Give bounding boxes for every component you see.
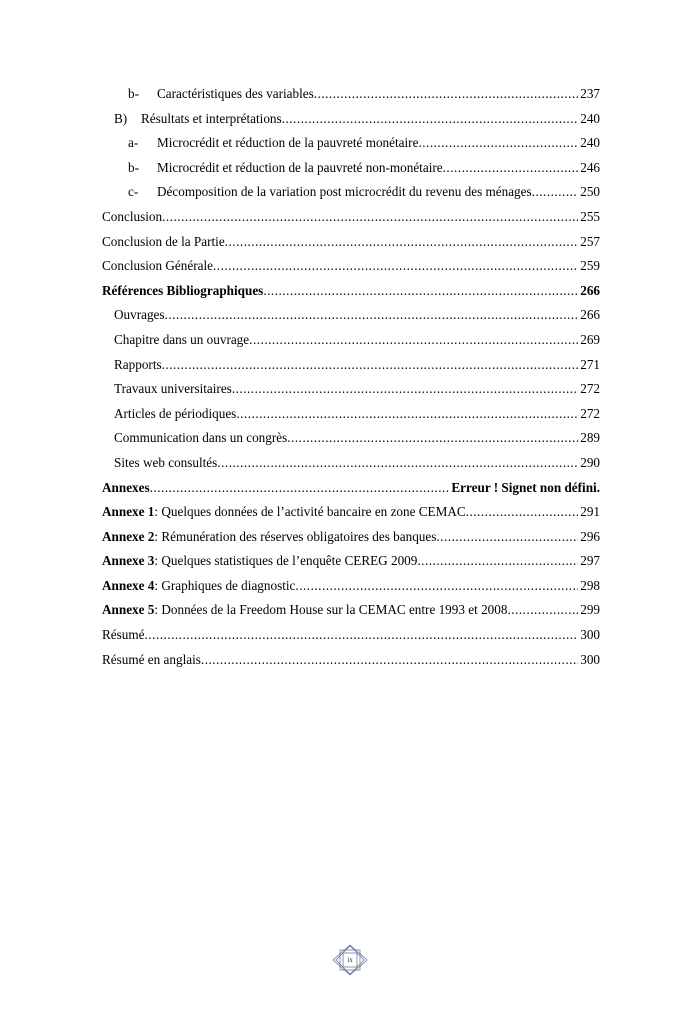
- toc-entry-label: : Rémunération des réserves obligatoires des banques: [154, 528, 437, 544]
- toc-entry[interactable]: [102, 303, 600, 328]
- dot-leader: [232, 377, 578, 402]
- toc-entry[interactable]: [102, 254, 600, 279]
- dot-leader: [287, 426, 578, 451]
- toc-entry-label: Résumé: [102, 627, 145, 643]
- toc-entry[interactable]: [102, 598, 600, 623]
- toc-entry-label: Conclusion: [102, 208, 163, 224]
- toc-entry-label: : Données de la Freedom House sur la CEMAC entre 1993 et 2008: [154, 602, 508, 618]
- toc-entry-label: Chapitre dans un ouvrage: [114, 331, 250, 347]
- toc-entry-label: Articles de périodiques: [114, 405, 237, 421]
- toc-entry-page: 259: [580, 258, 600, 274]
- toc-entry-page: 298: [580, 577, 600, 593]
- dot-leader: [236, 402, 578, 427]
- toc-entry-page: 299: [580, 602, 600, 618]
- toc-entry-label: Conclusion de la Partie: [102, 233, 225, 249]
- dot-leader: [225, 230, 579, 255]
- toc-entry-label: Ouvrages: [114, 307, 165, 323]
- toc-entry[interactable]: [102, 205, 600, 230]
- dot-leader: [295, 574, 578, 599]
- toc-entry-label: Sites web consultés: [114, 454, 218, 470]
- table-of-contents: [102, 82, 600, 672]
- dot-leader: [436, 525, 578, 550]
- toc-entry-prefix: Annexe 4: [102, 577, 155, 593]
- toc-entry-label: Annexes: [102, 479, 150, 495]
- toc-entry[interactable]: [102, 328, 600, 353]
- toc-entry-label: Microcrédit et réduction de la pauvreté monétaire: [157, 135, 419, 151]
- toc-entry-label: Travaux universitaires: [114, 381, 232, 397]
- toc-entry-page: 269: [580, 331, 600, 347]
- toc-entry[interactable]: [102, 426, 600, 451]
- dot-leader: [165, 303, 579, 328]
- toc-entry-page: 291: [580, 504, 600, 520]
- dot-leader: [417, 549, 578, 574]
- dot-leader: [162, 205, 578, 230]
- toc-entry-prefix: Annexe 2: [102, 528, 155, 544]
- toc-entry[interactable]: [102, 402, 600, 427]
- toc-entry-page: 300: [580, 651, 600, 667]
- toc-entry-label: Références Bibliographiques: [102, 282, 264, 298]
- toc-entry[interactable]: [102, 451, 600, 476]
- toc-entry-page: 297: [580, 553, 600, 569]
- toc-entry-prefix: Annexe 1: [102, 504, 155, 520]
- toc-entry-marker: b-: [128, 86, 139, 101]
- toc-entry[interactable]: [102, 648, 600, 673]
- toc-entry-label: Décomposition de la variation post microcrédit du revenu des ménages: [157, 184, 532, 200]
- toc-entry-label: Rapports: [114, 356, 162, 372]
- toc-entry-label: : Quelques données de l’activité bancaire en zone CEMAC: [154, 504, 466, 520]
- dot-leader: [532, 180, 579, 205]
- toc-entry[interactable]: [102, 377, 600, 402]
- dot-leader: [418, 131, 578, 156]
- toc-entry[interactable]: [102, 353, 600, 378]
- toc-entry-page: 272: [580, 405, 600, 421]
- dot-leader: [249, 328, 578, 353]
- toc-entry-page: 290: [580, 454, 600, 470]
- dot-leader: [263, 279, 578, 304]
- page-number: ix: [347, 956, 353, 964]
- dot-leader: [282, 107, 579, 132]
- toc-entry-page: 266: [580, 282, 600, 298]
- toc-entry[interactable]: [102, 156, 600, 181]
- toc-entry-marker: c-: [128, 184, 139, 200]
- toc-entry-page: 271: [580, 356, 600, 372]
- toc-entry-marker: b-: [128, 159, 139, 175]
- toc-entry-page: Erreur ! Signet non défini.: [451, 479, 600, 495]
- toc-entry-page: 250: [580, 184, 600, 200]
- toc-entry-page: 300: [580, 627, 600, 643]
- toc-entry[interactable]: [102, 180, 600, 205]
- toc-entry-page: 272: [580, 381, 600, 397]
- toc-entry[interactable]: [102, 230, 600, 255]
- toc-entry-page: 257: [580, 233, 600, 249]
- toc-entry-label: Microcrédit et réduction de la pauvreté non-monétaire: [157, 159, 443, 175]
- toc-entry-page: 237: [580, 86, 600, 101]
- dot-leader: [217, 451, 578, 476]
- dot-leader: [213, 254, 578, 279]
- dot-leader: [507, 598, 578, 623]
- toc-entry-page: 240: [580, 135, 600, 151]
- toc-entry-label: : Quelques statistiques de l’enquête CEREG 2009: [154, 553, 418, 569]
- toc-entry-marker: a-: [128, 135, 139, 151]
- toc-entry-page: 289: [580, 430, 600, 446]
- toc-entry-label: Communication dans un congrès: [114, 430, 288, 446]
- toc-entry-page: 255: [580, 208, 600, 224]
- dot-leader: [150, 476, 450, 501]
- toc-entry[interactable]: [102, 574, 600, 599]
- toc-entry-label: Résumé en anglais: [102, 651, 201, 667]
- dot-leader: [466, 500, 579, 525]
- dot-leader: [314, 82, 578, 107]
- toc-entry[interactable]: [102, 476, 600, 501]
- toc-entry-marker: B): [114, 110, 128, 126]
- toc-entry-prefix: Annexe 5: [102, 602, 155, 618]
- toc-entry-label: Caractéristiques des variables: [157, 86, 314, 101]
- toc-entry[interactable]: [102, 549, 600, 574]
- toc-entry-label: Résultats et interprétations: [141, 110, 282, 126]
- toc-entry-label: : Graphiques de diagnostic: [154, 577, 296, 593]
- toc-entry-page: 266: [580, 307, 600, 323]
- toc-entry[interactable]: [102, 623, 600, 648]
- dot-leader: [443, 156, 579, 181]
- toc-entry[interactable]: [102, 500, 600, 525]
- dot-leader: [201, 648, 578, 673]
- toc-entry-label: Conclusion Générale: [102, 258, 213, 274]
- dot-leader: [162, 353, 579, 378]
- toc-entry-page: 296: [580, 528, 600, 544]
- toc-entry[interactable]: [102, 279, 600, 304]
- toc-entry[interactable]: [102, 131, 600, 156]
- toc-entry-page: 246: [580, 159, 600, 175]
- toc-entry[interactable]: [102, 107, 600, 132]
- toc-entry[interactable]: [102, 525, 600, 550]
- toc-entry-prefix: Annexe 3: [102, 553, 155, 569]
- toc-entry-page: 240: [580, 110, 600, 126]
- dot-leader: [145, 623, 579, 648]
- toc-entry[interactable]: [102, 82, 600, 107]
